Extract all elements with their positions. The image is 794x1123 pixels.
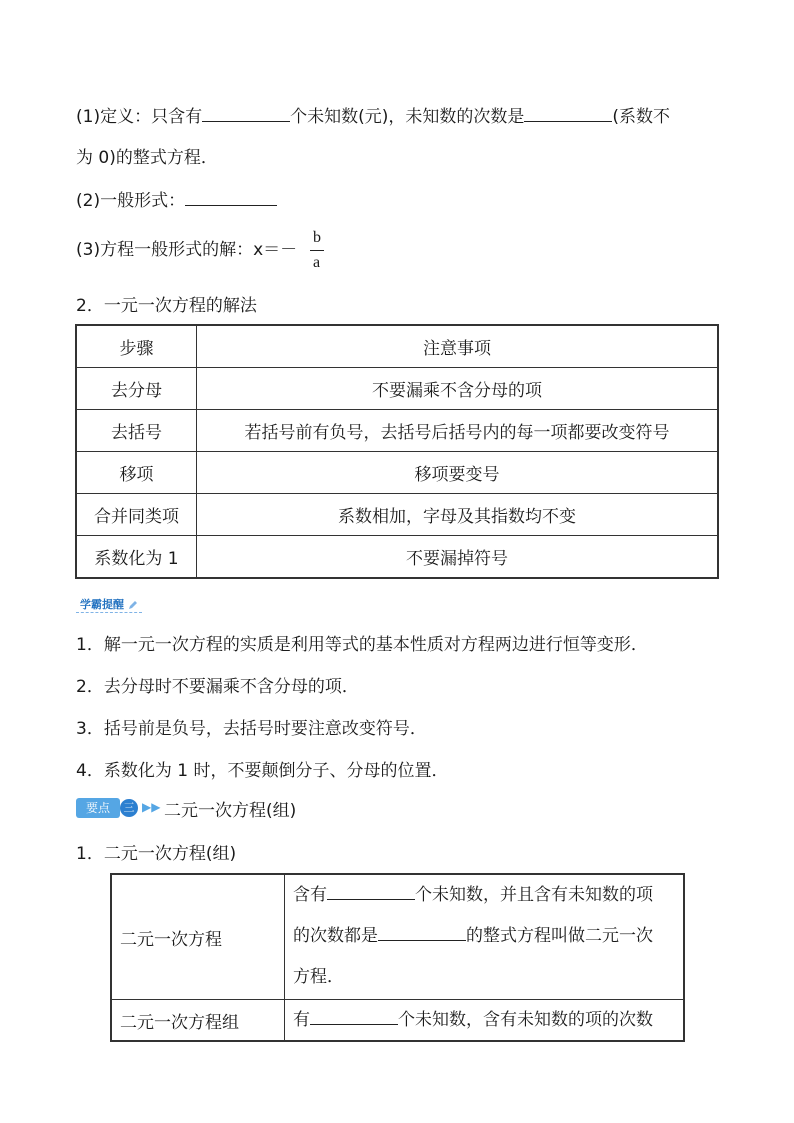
answer-blank[interactable] [524, 105, 612, 122]
definition-cell [285, 874, 685, 1000]
definition-text-c: (系数不 [612, 107, 670, 127]
note-cell: 若括号前有负号，去括号后括号内的每一项都要改变符号 [197, 410, 719, 452]
solving-steps-table [75, 324, 719, 579]
definition-text: 的整式方程叫做二元一次 [466, 926, 653, 946]
definition-text: 有 [293, 1010, 310, 1030]
definition-line-1 [76, 105, 670, 129]
table-row [111, 874, 684, 1000]
note-cell: 移项要变号 [197, 452, 719, 494]
step-cell: 去分母 [76, 368, 197, 410]
definition-line [293, 915, 683, 957]
definition-text-b: 个未知数(元)，未知数的次数是 [290, 107, 525, 127]
step-cell: 去括号 [76, 410, 197, 452]
linear-system-table [110, 873, 685, 1042]
note-cell: 系数相加，字母及其指数均不变 [197, 494, 719, 536]
pencil-icon [128, 600, 138, 610]
tip-item: 4．系数化为 1 时，不要颠倒分子、分母的位置． [76, 761, 449, 781]
table-row [76, 368, 718, 410]
answer-blank[interactable] [378, 924, 466, 941]
header-cell: 注意事项 [197, 325, 719, 368]
solution-line: (3)方程一般形式的解：x＝－ [76, 240, 298, 260]
term-cell: 二元一次方程组 [111, 1000, 285, 1042]
step-cell: 移项 [76, 452, 197, 494]
term-cell: 二元一次方程 [111, 874, 285, 1000]
tip-item: 2．去分母时不要漏乘不含分母的项． [76, 677, 359, 697]
fraction-numerator: b [313, 229, 321, 246]
answer-blank[interactable] [310, 1008, 398, 1025]
definition-text: 含有 [293, 885, 327, 905]
tip-item: 1．解一元一次方程的实质是利用等式的基本性质对方程两边进行恒等变形． [76, 635, 648, 655]
keypoint-badge: 要点 [76, 798, 120, 818]
header-cell: 步骤 [76, 325, 197, 368]
definition-text-a: (1)定义：只含有 [76, 107, 203, 127]
answer-blank[interactable] [202, 105, 290, 122]
definition-cell [285, 1000, 685, 1042]
table-row [76, 494, 718, 536]
definition-line: 方程． [293, 967, 344, 987]
definition-line-2: 为 0)的整式方程． [76, 148, 218, 168]
table-row [76, 536, 718, 579]
step-cell: 系数化为 1 [76, 536, 197, 579]
fraction-denominator: a [313, 254, 321, 271]
table-row [111, 1000, 684, 1042]
table-header-row [76, 325, 718, 368]
keypoint-title: 二元一次方程(组) [164, 801, 297, 821]
answer-blank[interactable] [185, 189, 277, 206]
section-title-linear-system: 1．二元一次方程(组) [76, 844, 237, 864]
fraction-bar [310, 250, 324, 251]
play-arrows-icon: ▶▶ [142, 800, 161, 814]
tip-badge [76, 597, 142, 613]
note-cell: 不要漏掉符号 [197, 536, 719, 579]
table-row [76, 410, 718, 452]
definition-text: 的次数都是 [293, 926, 378, 946]
answer-blank[interactable] [327, 883, 415, 900]
definition-text: 个未知数，并且含有未知数的项 [415, 885, 653, 905]
note-cell: 不要漏乘不含分母的项 [197, 368, 719, 410]
keypoint-number: 三 [120, 799, 138, 817]
definition-text: 个未知数，含有未知数的项的次数 [398, 1010, 653, 1030]
definition-line [293, 874, 683, 916]
step-cell: 合并同类项 [76, 494, 197, 536]
tip-item: 3．括号前是负号，去括号时要注意改变符号． [76, 719, 427, 739]
table-row [76, 452, 718, 494]
tip-badge-label: 学霸提醒 [80, 598, 124, 611]
general-form-line [76, 189, 277, 213]
general-form-label: (2)一般形式： [76, 191, 186, 211]
section-title-solving: 2．一元一次方程的解法 [76, 296, 257, 316]
